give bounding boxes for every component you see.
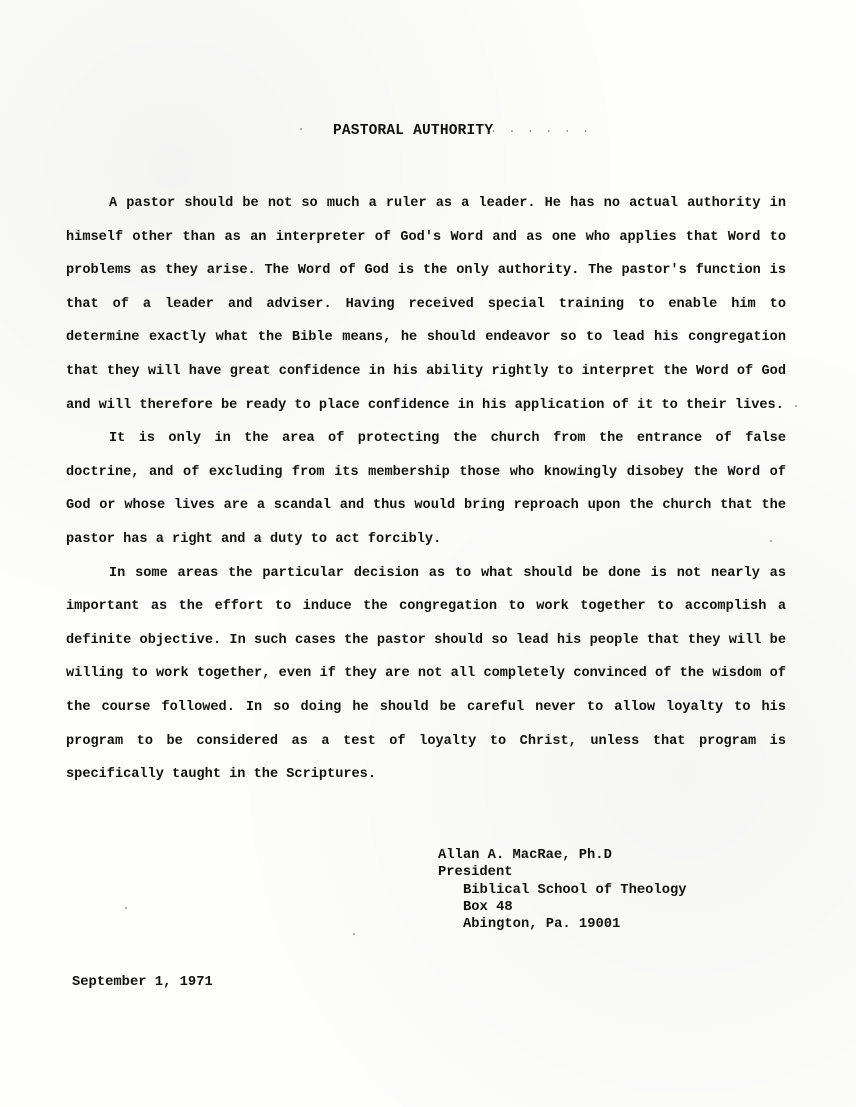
- paragraph-2: It is only in the area of protecting the church from the entrance of false doctrine, and of excluding from its membership those who knowingly disobey the Word of God or whose lives are a scandal and thus would bring reproach upon the church that the pastor has a right and a duty to act forcibly.: [66, 431, 786, 547]
- signature-name: Allan A. MacRae, Ph.D: [438, 848, 612, 863]
- scan-speck: [125, 907, 127, 909]
- signature-city: Abington, Pa. 19001: [463, 917, 621, 933]
- paragraph-3: In some areas the particular decision as to what should be done is not nearly as important as the effort to induce the congregation to work together to accomplish a definite objective. In such cases the pastor should so lead his people that they will be willing to work together, even if they are not all completely convinced of the wisdom of the course followed. In so doing he should be careful never to allow loyalty to his program to be considered as a test of loyalty to Christ, unless that program is specifically taught in the Scriptures.: [66, 565, 786, 783]
- scan-artifact-dots: . . . . . .: [490, 122, 592, 136]
- signature-position: President: [438, 865, 513, 881]
- document-body: [66, 187, 786, 792]
- scan-speck: [353, 933, 355, 935]
- paragraph-1: A pastor should be not so much a ruler as a leader. He has no actual authority in himself other than as an interpreter of God's Word and as one who applies that Word to problems as they arise. The Word of God is the only authority. The pastor's function is that of a leader and adviser. Having received special training to enable him to determine exactly what the Bible means, he should endeavor so to lead his congregation that they will have great confidence in his ability rightly to interpret the Word of God and will therefore be ready to place confidence in his application of it to their lives.: [66, 196, 786, 413]
- signature-block: [438, 847, 687, 933]
- scan-speck: [300, 128, 302, 130]
- scan-speck: [770, 540, 772, 542]
- signature-institution: Biblical School of Theology: [463, 882, 687, 898]
- signature-box: Box 48: [463, 899, 513, 915]
- page-title: PASTORAL AUTHORITY: [333, 123, 494, 139]
- document-date: September 1, 1971: [72, 975, 213, 990]
- scan-speck: [795, 405, 797, 407]
